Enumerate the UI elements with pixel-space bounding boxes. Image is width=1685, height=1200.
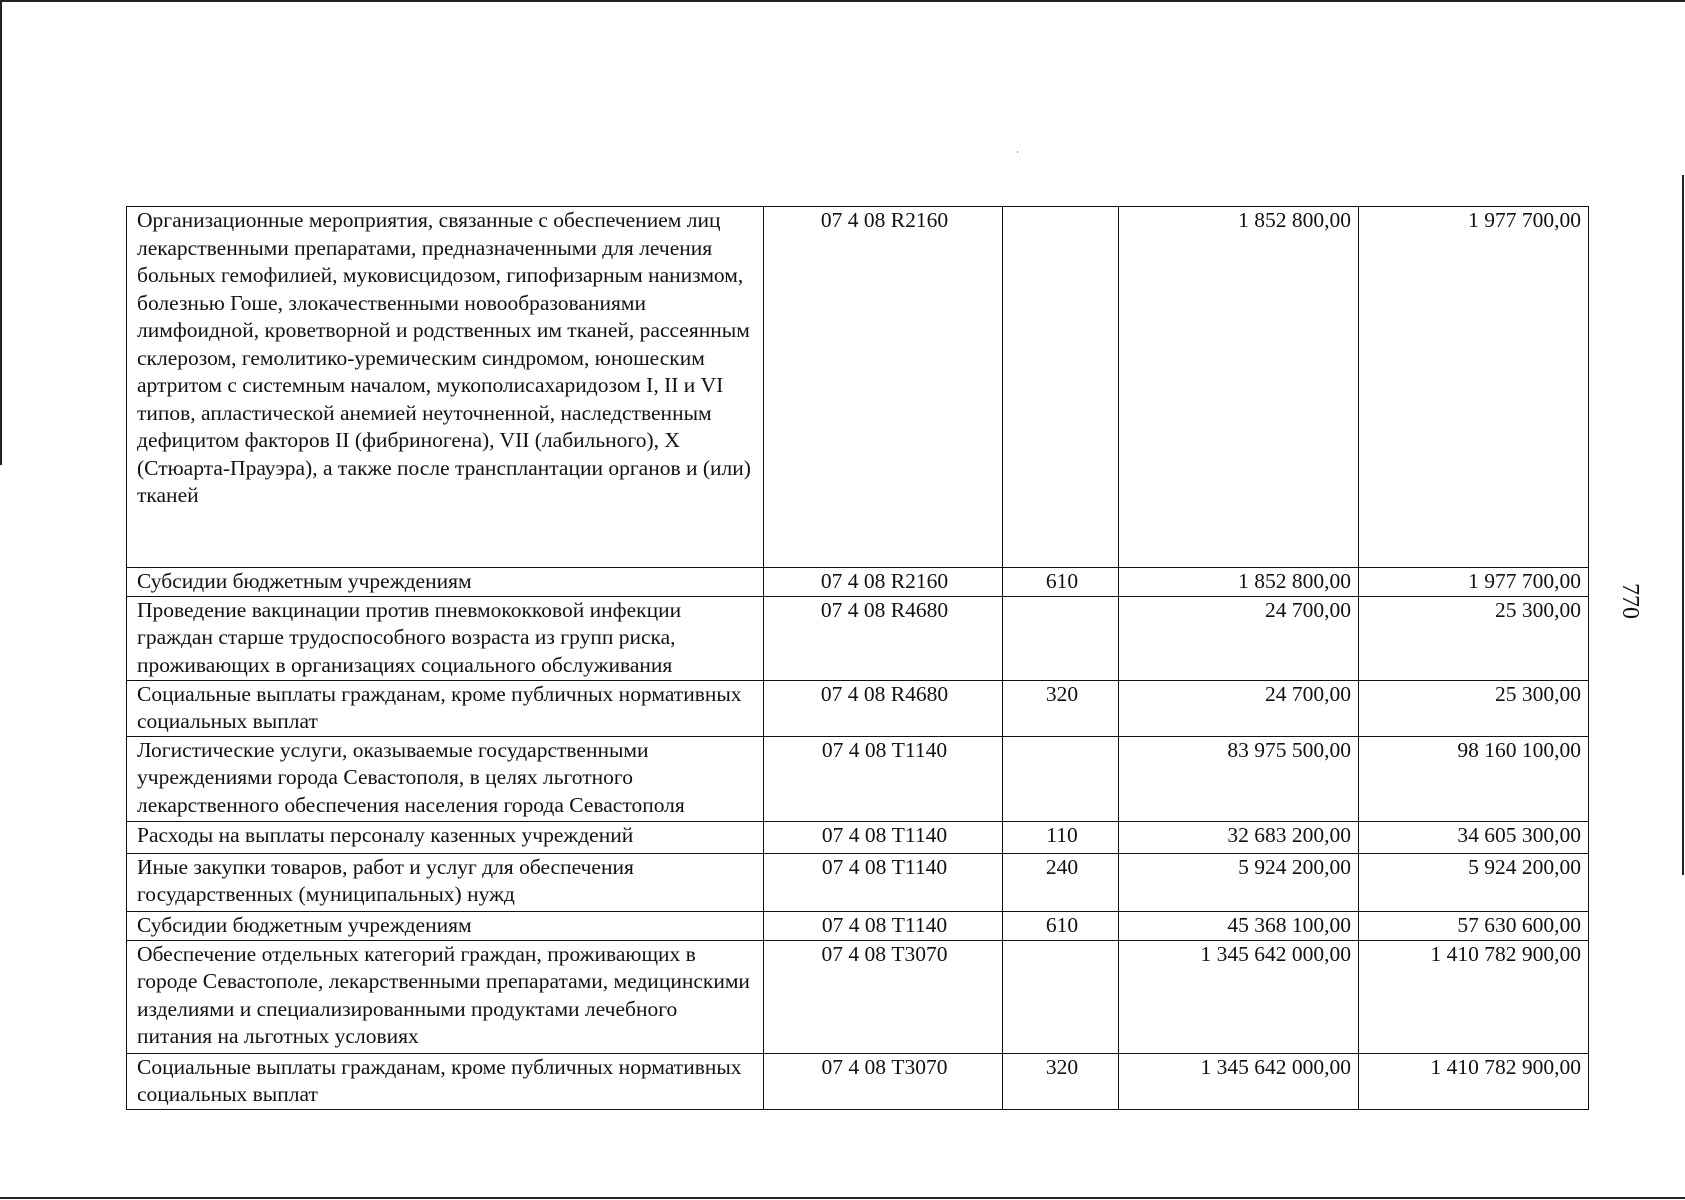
row-code: 07 4 08 R4680: [764, 680, 1003, 736]
page-number: 770: [1617, 583, 1643, 619]
row-value-1: 32 683 200,00: [1119, 821, 1359, 853]
row-value-1: 24 700,00: [1119, 596, 1359, 680]
row-value-2: 25 300,00: [1359, 596, 1589, 680]
row-code: 07 4 08 Т1140: [764, 853, 1003, 911]
table-row: [127, 821, 1589, 853]
row-name: Обеспечение отдельных категорий граждан, проживающих в городе Севастополе, лекарственными препаратами, медицинскими изделиями и специализированными продуктами лечебного питания на льготных условиях: [127, 940, 764, 1053]
table-row: [127, 596, 1589, 680]
row-value-2: 57 630 600,00: [1359, 911, 1589, 940]
row-expense-type: 610: [1003, 911, 1119, 940]
row-value-2: 1 410 782 900,00: [1359, 940, 1589, 1053]
row-name: Логистические услуги, оказываемые государственными учреждениями города Севастополя, в целях льготного лекарственного обеспечения населения города Севастополя: [127, 736, 764, 821]
row-value-2: 1 977 700,00: [1359, 207, 1589, 568]
row-value-1: 5 924 200,00: [1119, 853, 1359, 911]
scan-border-right: [1682, 175, 1684, 875]
row-name: Социальные выплаты гражданам, кроме публичных нормативных социальных выплат: [127, 1053, 764, 1109]
row-value-1: 1 852 800,00: [1119, 207, 1359, 568]
row-name: Организационные мероприятия, связанные с обеспечением лиц лекарственными препаратами, предназначенными для лечения больных гемофилией, муковисцидозом, гипофизарным нанизмом, болезнью Гоше, злокачественными новообразованиями лимфоидной, кроветворной и родственных им тканей, рассеянным склерозом, гемолитико-уремическим синдромом, юношеским артритом с системным началом, мукополисахаридозом I, II и VI типов, апластической анемией неуточненной, наследственным дефицитом факторов II (фибриногена), VII (лабильного), X (Стюарта-Прауэра), а также после трансплантации органов и (или) тканей: [127, 207, 764, 568]
row-expense-type: 240: [1003, 853, 1119, 911]
table-row: [127, 1053, 1589, 1109]
row-expense-type: 110: [1003, 821, 1119, 853]
table-row: [127, 680, 1589, 736]
row-expense-type: 320: [1003, 1053, 1119, 1109]
row-value-2: 5 924 200,00: [1359, 853, 1589, 911]
table-row: [127, 853, 1589, 911]
row-expense-type: 320: [1003, 680, 1119, 736]
row-value-1: 83 975 500,00: [1119, 736, 1359, 821]
scan-border-top: [0, 0, 1685, 2]
row-value-2: 34 605 300,00: [1359, 821, 1589, 853]
row-value-1: 24 700,00: [1119, 680, 1359, 736]
scan-speck: [1017, 151, 1018, 153]
row-value-2: 1 977 700,00: [1359, 568, 1589, 597]
budget-table: [126, 206, 1589, 1110]
row-expense-type: [1003, 940, 1119, 1053]
row-value-2: 25 300,00: [1359, 680, 1589, 736]
row-code: 07 4 08 Т3070: [764, 940, 1003, 1053]
row-value-1: 1 852 800,00: [1119, 568, 1359, 597]
row-name: Субсидии бюджетным учреждениям: [127, 911, 764, 940]
row-expense-type: [1003, 207, 1119, 568]
table-row: [127, 568, 1589, 597]
row-value-2: 98 160 100,00: [1359, 736, 1589, 821]
row-expense-type: [1003, 736, 1119, 821]
row-name: Субсидии бюджетным учреждениям: [127, 568, 764, 597]
table-row: [127, 736, 1589, 821]
row-code: 07 4 08 R2160: [764, 207, 1003, 568]
table-row: [127, 911, 1589, 940]
row-value-2: 1 410 782 900,00: [1359, 1053, 1589, 1109]
row-name: Проведение вакцинации против пневмококковой инфекции граждан старше трудоспособного возраста из групп риска, проживающих в организациях социального обслуживания: [127, 596, 764, 680]
row-code: 07 4 08 Т1140: [764, 736, 1003, 821]
row-code: 07 4 08 R2160: [764, 568, 1003, 597]
scan-border-bottom: [0, 1197, 1685, 1199]
row-expense-type: [1003, 596, 1119, 680]
row-code: 07 4 08 R4680: [764, 596, 1003, 680]
row-name: Социальные выплаты гражданам, кроме публичных нормативных социальных выплат: [127, 680, 764, 736]
row-code: 07 4 08 Т1140: [764, 821, 1003, 853]
table-row: [127, 940, 1589, 1053]
row-value-1: 45 368 100,00: [1119, 911, 1359, 940]
scan-border-left: [0, 0, 2, 465]
row-value-1: 1 345 642 000,00: [1119, 940, 1359, 1053]
row-code: 07 4 08 Т1140: [764, 911, 1003, 940]
row-code: 07 4 08 Т3070: [764, 1053, 1003, 1109]
row-expense-type: 610: [1003, 568, 1119, 597]
table-row: [127, 207, 1589, 568]
row-name: Иные закупки товаров, работ и услуг для обеспечения государственных (муниципальных) нужд: [127, 853, 764, 911]
row-value-1: 1 345 642 000,00: [1119, 1053, 1359, 1109]
row-name: Расходы на выплаты персоналу казенных учреждений: [127, 821, 764, 853]
